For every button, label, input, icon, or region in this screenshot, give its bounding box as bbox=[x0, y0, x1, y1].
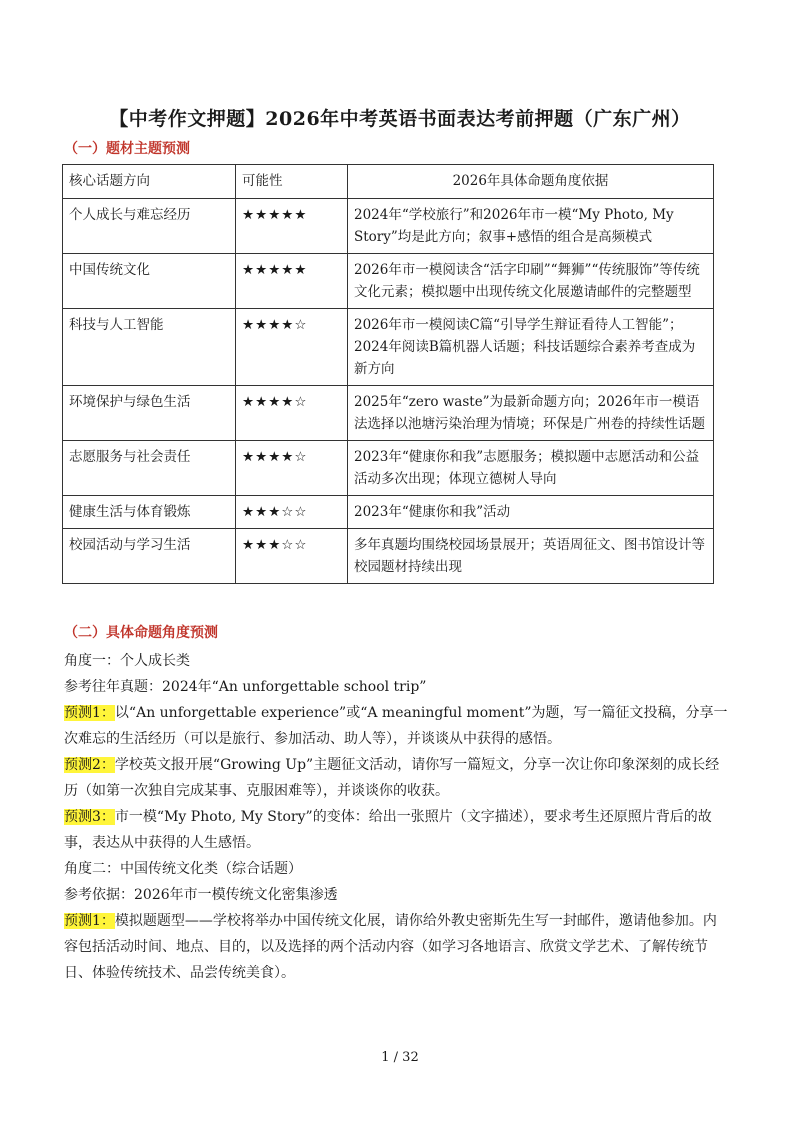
basis-cell: 2025年“zero waste”为最新命题方向；2026年市一模语法选择以池塘污染治理为情境；环保是广州卷的持续性话题 bbox=[348, 386, 714, 441]
prediction-text: 以“An unforgettable experience”或“A meaningful moment”为题，写一篇征文投稿，分享一次难忘的生活经历（可以是旅行、参加活动、助人等），并谈谈从中获得的感悟。 bbox=[64, 705, 728, 747]
topic-cell: 校园活动与学习生活 bbox=[63, 529, 236, 584]
prediction-text: 学校英文报开展“Growing Up”主题征文活动，请你写一篇短文，分享一次让你印象深刻的成长经历（如第一次独自完成某事、克服困难等），并谈谈你的收获。 bbox=[64, 757, 720, 799]
table-row bbox=[63, 386, 714, 441]
prediction-label: 预测2： bbox=[64, 757, 115, 773]
section-heading-topics: （一）题材主题预测 bbox=[64, 141, 190, 157]
table-row bbox=[63, 529, 714, 584]
prediction-text: 市一模“My Photo, My Story”的变体：给出一张照片（文字描述），要求考生还原照片背后的故事，表达从中获得的人生感悟。 bbox=[64, 809, 712, 851]
prediction-item bbox=[64, 752, 728, 804]
basis-cell: 2026年市一模阅读C篇“引导学生辩证看待人工智能”；2024年阅读B篇机器人话题；科技话题综合素养考查成为新方向 bbox=[348, 309, 714, 386]
rating-stars: ★★★★☆ bbox=[236, 386, 348, 441]
topic-cell: 志愿服务与社会责任 bbox=[63, 441, 236, 496]
page-title: 【中考作文押题】2026年中考英语书面表达考前押题（广东广州） bbox=[109, 108, 691, 130]
prediction-label: 预测1： bbox=[64, 705, 115, 721]
angle-heading: 角度一：个人成长类 bbox=[64, 653, 190, 669]
rating-stars: ★★★☆☆ bbox=[236, 496, 348, 529]
rating-stars: ★★★★☆ bbox=[236, 441, 348, 496]
basis-cell: 2026年市一模阅读含“活字印刷”“舞狮”“传统服饰”等传统文化元素；模拟题中出现传统文化展邀请邮件的完整题型 bbox=[348, 254, 714, 309]
rating-stars: ★★★★☆ bbox=[236, 309, 348, 386]
topic-table bbox=[62, 164, 714, 584]
topic-cell: 个人成长与难忘经历 bbox=[63, 199, 236, 254]
table-row bbox=[63, 199, 714, 254]
table-header-row bbox=[63, 165, 714, 199]
topic-cell: 中国传统文化 bbox=[63, 254, 236, 309]
prediction-item bbox=[64, 700, 728, 752]
column-header: 2026年具体命题角度依据 bbox=[348, 165, 714, 199]
basis-cell: 2024年“学校旅行”和2026年市一模“My Photo, My Story”均是此方向；叙事+感悟的组合是高频模式 bbox=[348, 199, 714, 254]
column-header: 核心话题方向 bbox=[63, 165, 236, 199]
table-row bbox=[63, 254, 714, 309]
prediction-item bbox=[64, 908, 728, 986]
rating-stars: ★★★★★ bbox=[236, 254, 348, 309]
reference-line: 参考往年真题：2024年“An unforgettable school trip” bbox=[64, 679, 427, 695]
angle-one-block bbox=[64, 648, 728, 986]
reference-line: 参考依据：2026年市一模传统文化密集渗透 bbox=[64, 887, 338, 903]
topic-cell: 健康生活与体育锻炼 bbox=[63, 496, 236, 529]
topic-cell: 环境保护与绿色生活 bbox=[63, 386, 236, 441]
page-number: 1 / 32 bbox=[381, 1050, 419, 1065]
prediction-item bbox=[64, 804, 728, 856]
basis-cell: 多年真题均围绕校园场景展开；英语周征文、图书馆设计等校园题材持续出现 bbox=[348, 529, 714, 584]
prediction-label: 预测3： bbox=[64, 809, 115, 825]
topic-cell: 科技与人工智能 bbox=[63, 309, 236, 386]
table-row bbox=[63, 441, 714, 496]
section-heading-angles: （二）具体命题角度预测 bbox=[64, 625, 218, 641]
table-row bbox=[63, 496, 714, 529]
angle-heading: 角度二：中国传统文化类（综合话题） bbox=[64, 861, 302, 877]
table-row bbox=[63, 309, 714, 386]
rating-stars: ★★★☆☆ bbox=[236, 529, 348, 584]
prediction-label: 预测1： bbox=[64, 913, 115, 929]
column-header: 可能性 bbox=[236, 165, 348, 199]
basis-cell: 2023年“健康你和我”活动 bbox=[348, 496, 714, 529]
prediction-text: 模拟题题型——学校将举办中国传统文化展，请你给外教史密斯先生写一封邮件，邀请他参加。内容包括活动时间、地点、目的，以及选择的两个活动内容（如学习各地语言、欣赏文学艺术、了解传统节日、体验传统技术、品尝传统美食）。 bbox=[64, 913, 717, 981]
basis-cell: 2023年“健康你和我”志愿服务；模拟题中志愿活动和公益活动多次出现；体现立德树人导向 bbox=[348, 441, 714, 496]
rating-stars: ★★★★★ bbox=[236, 199, 348, 254]
